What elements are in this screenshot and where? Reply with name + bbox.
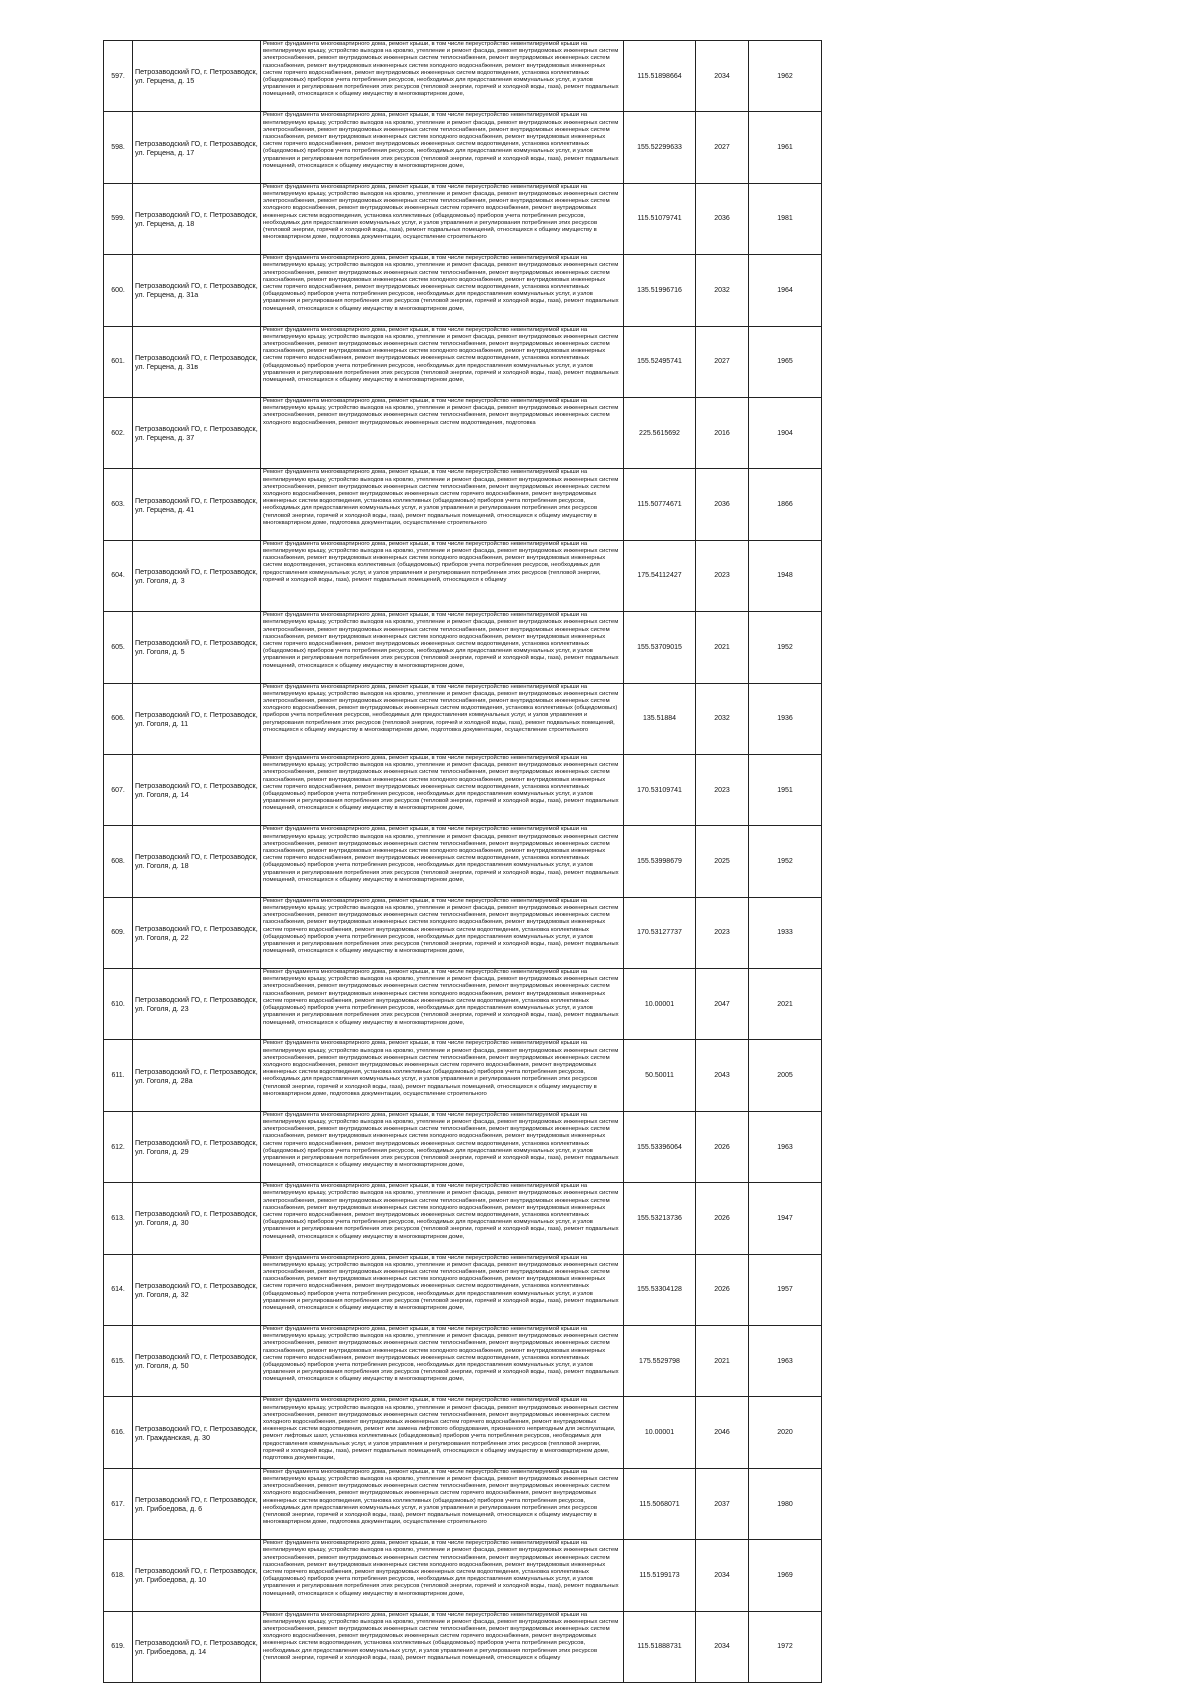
row-cost: 115.50774671 [624,469,696,540]
row-number: 609. [104,897,133,968]
row-cost: 170.53109741 [624,754,696,825]
table-row [104,540,822,611]
row-built-year: 1965 [749,326,822,397]
row-number: 610. [104,969,133,1040]
row-number: 619. [104,1611,133,1682]
row-built-year: 1961 [749,112,822,183]
table-row [104,1326,822,1397]
row-works-cell [261,326,624,397]
table-row [104,1397,822,1468]
table-row [104,1468,822,1539]
row-built-year: 1980 [749,1468,822,1539]
row-planned-year: 2025 [696,826,749,897]
row-number: 617. [104,1468,133,1539]
row-number: 605. [104,612,133,683]
table-row [104,612,822,683]
row-built-year: 2005 [749,1040,822,1111]
row-number: 612. [104,1111,133,1182]
row-works-cell [261,1040,624,1111]
row-number: 599. [104,183,133,254]
row-planned-year: 2021 [696,1326,749,1397]
row-works: Ремонт фундамента многоквартирного дома, ремонт крыши, в том числе переустройство невентилируемой крыши на вентилируемую крышу, устройство выходов на кровлю, утепление и ремонт фасада, ремонт внутридомовых инженерных систем электроснабжения, ремонт внутридомовых инженерных систем теплоснабжения, ремонт внутридомовых инженерных систем холодного водоснабжения, ремонт внутридомовых инженерных систем горячего водоснабжения, ремонт внутридомовых инженерных систем водоотведения, установка коллективных (общедомовых) приборов учета потребления ресурсов, необходимых для предоставления коммунальных услуг, и узлов управления и регулирования потребления этих ресурсов (тепловой энергии, горячей и холодной воды, газа), ремонт подвальных помещений, относящихся к общему имуществу в многоквартирном доме, подготовка документации, осуществление строительного [263,1468,619,1526]
row-planned-year: 2047 [696,969,749,1040]
row-number: 600. [104,255,133,326]
row-works: Ремонт фундамента многоквартирного дома, ремонт крыши, в том числе переустройство невентилируемой крыши на вентилируемую крышу, устройство выходов на кровлю, утепление и ремонт фасада, ремонт внутридомовых инженерных систем электроснабжения, ремонт внутридомовых инженерных систем теплоснабжения, ремонт внутридомовых инженерных систем газоснабжения, ремонт внутридомовых инженерных систем холодного водоснабжения, ремонт внутридомовых инженерных систем горячего водоснабжения, ремонт внутридомовых инженерных систем водоотведения, установка коллективных (общедомовых) приборов учета потребления ресурсов, необходимых для предоставления коммунальных услуг, и узлов управления и регулирования потребления этих ресурсов (тепловой энергии, горячей и холодной воды, газа), ремонт подвальных помещений, относящихся к общему имуществу в многоквартирном доме, [263,754,619,812]
row-built-year: 1936 [749,683,822,754]
row-address: Петрозаводский ГО, г. Петрозаводск, ул. Герцена, д. 18 [133,183,261,254]
table-row [104,183,822,254]
row-works-cell [261,540,624,611]
row-cost: 155.52299633 [624,112,696,183]
row-works: Ремонт фундамента многоквартирного дома, ремонт крыши, в том числе переустройство невентилируемой крыши на вентилируемую крышу, устройство выходов на кровлю, утепление и ремонт фасада, ремонт внутридомовых инженерных систем электроснабжения, ремонт внутридомовых инженерных систем теплоснабжения, ремонт внутридомовых инженерных систем газоснабжения, ремонт внутридомовых инженерных систем холодного водоснабжения, ремонт внутридомовых инженерных систем горячего водоснабжения, ремонт внутридомовых инженерных систем водоотведения, установка коллективных (общедомовых) приборов учета потребления ресурсов, необходимых для предоставления коммунальных услуг, и узлов управления и регулирования потребления этих ресурсов (тепловой энергии, горячей и холодной воды, газа), ремонт подвальных помещений, относящихся к общему имуществу в многоквартирном доме, [263,1183,619,1240]
row-works-cell [261,1611,624,1682]
row-cost: 135.51996716 [624,255,696,326]
row-cost: 115.51079741 [624,183,696,254]
row-number: 598. [104,112,133,183]
row-works: Ремонт фундамента многоквартирного дома, ремонт крыши, в том числе переустройство невентилируемой крыши на вентилируемую крышу, устройство выходов на кровлю, утепление и ремонт фасада, ремонт внутридомовых инженерных систем электроснабжения, ремонт внутридомовых инженерных систем теплоснабжения, ремонт внутридомовых инженерных систем холодного водоснабжения, ремонт внутридомовых инженерных систем горячего водоснабжения, ремонт внутридомовых инженерных систем водоотведения, установка коллективных (общедомовых) приборов учета потребления ресурсов, необходимых для предоставления коммунальных услуг, и узлов управления и регулирования потребления этих ресурсов (тепловой энергии, горячей и холодной воды, газа), ремонт подвальных помещений, относящихся к общему имуществу в многоквартирном доме, подготовка документации, осуществление строительного [263,469,619,526]
row-works-cell [261,255,624,326]
table-row [104,1611,822,1682]
table-body [104,41,822,1683]
row-address: Петрозаводский ГО, г. Петрозаводск, ул. Грибоедова, д. 14 [133,1611,261,1682]
row-address: Петрозаводский ГО, г. Петрозаводск, ул. Гоголя, д. 11 [133,683,261,754]
row-works-cell [261,612,624,683]
table-row [104,1111,822,1182]
row-cost: 10.00001 [624,969,696,1040]
row-works-cell [261,683,624,754]
row-cost: 115.51888731 [624,1611,696,1682]
row-planned-year: 2037 [696,1468,749,1539]
row-planned-year: 2032 [696,683,749,754]
row-built-year: 1948 [749,540,822,611]
row-address: Петрозаводский ГО, г. Петрозаводск, ул. Гоголя, д. 32 [133,1254,261,1325]
row-built-year: 2020 [749,1397,822,1468]
row-cost: 155.53396064 [624,1111,696,1182]
row-planned-year: 2021 [696,612,749,683]
row-works-cell [261,112,624,183]
table-row [104,1254,822,1325]
row-planned-year: 2034 [696,41,749,112]
row-works-cell [261,969,624,1040]
row-planned-year: 2046 [696,1397,749,1468]
row-planned-year: 2034 [696,1611,749,1682]
row-works-cell [261,1183,624,1254]
row-number: 611. [104,1040,133,1111]
row-works-cell [261,1397,624,1468]
row-built-year: 1952 [749,826,822,897]
table-row [104,469,822,540]
row-cost: 155.53709015 [624,612,696,683]
row-built-year: 1964 [749,255,822,326]
row-works-cell [261,1254,624,1325]
row-cost: 50.50011 [624,1040,696,1111]
row-works-cell [261,1111,624,1182]
row-built-year: 1952 [749,612,822,683]
row-built-year: 1951 [749,754,822,825]
row-cost: 155.53213736 [624,1183,696,1254]
row-works-cell [261,1326,624,1397]
row-number: 603. [104,469,133,540]
row-address: Петрозаводский ГО, г. Петрозаводск, ул. Герцена, д. 41 [133,469,261,540]
row-cost: 155.52495741 [624,326,696,397]
row-address: Петрозаводский ГО, г. Петрозаводск, ул. Грибоедова, д. 6 [133,1468,261,1539]
row-planned-year: 2027 [696,112,749,183]
row-planned-year: 2016 [696,397,749,468]
row-number: 614. [104,1254,133,1325]
table-row [104,754,822,825]
row-cost: 155.53304128 [624,1254,696,1325]
row-number: 608. [104,826,133,897]
row-works-cell [261,1468,624,1539]
row-planned-year: 2036 [696,183,749,254]
row-address: Петрозаводский ГО, г. Петрозаводск, ул. Гоголя, д. 29 [133,1111,261,1182]
row-built-year: 1969 [749,1540,822,1611]
row-works: Ремонт фундамента многоквартирного дома, ремонт крыши, в том числе переустройство невентилируемой крыши на вентилируемую крышу, устройство выходов на кровлю, утепление и ремонт фасада, ремонт внутридомовых инженерных систем электроснабжения, ремонт внутридомовых инженерных систем теплоснабжения, ремонт внутридомовых инженерных систем газоснабжения, ремонт внутридомовых инженерных систем холодного водоснабжения, ремонт внутридомовых инженерных систем горячего водоснабжения, ремонт внутридомовых инженерных систем водоотведения, установка коллективных (общедомовых) приборов учета потребления ресурсов, необходимых для предоставления коммунальных услуг, и узлов управления и регулирования потребления этих ресурсов (тепловой энергии, горячей и холодной воды, газа), ремонт подвальных помещений, относящихся к общему имуществу в многоквартирном доме, [263,969,619,1026]
row-works: Ремонт фундамента многоквартирного дома, ремонт крыши, в том числе переустройство невентилируемой крыши на вентилируемую крышу, устройство выходов на кровлю, утепление и ремонт фасада, ремонт внутридомовых инженерных систем электроснабжения, ремонт внутридомовых инженерных систем теплоснабжения, ремонт внутридомовых инженерных систем газоснабжения, ремонт внутридомовых инженерных систем холодного водоснабжения, ремонт внутридомовых инженерных систем горячего водоснабжения, ремонт внутридомовых инженерных систем водоотведения, установка коллективных (общедомовых) приборов учета потребления ресурсов, необходимых для предоставления коммунальных услуг, и узлов управления и регулирования потребления этих ресурсов (тепловой энергии, горячей и холодной воды, газа), ремонт подвальных помещений, относящихся к общему имуществу в многоквартирном доме, [263,112,619,169]
row-cost: 170.53127737 [624,897,696,968]
row-planned-year: 2043 [696,1040,749,1111]
row-works-cell [261,826,624,897]
table-row [104,1040,822,1111]
row-planned-year: 2036 [696,469,749,540]
row-works: Ремонт фундамента многоквартирного дома, ремонт крыши, в том числе переустройство невентилируемой крыши на вентилируемую крышу, устройство выходов на кровлю, утепление и ремонт фасада, ремонт внутридомовых инженерных систем электроснабжения, ремонт внутридомовых инженерных систем теплоснабжения, ремонт внутридомовых инженерных систем газоснабжения, ремонт внутридомовых инженерных систем холодного водоснабжения, ремонт внутридомовых инженерных систем горячего водоснабжения, ремонт внутридомовых инженерных систем водоотведения, установка коллективных (общедомовых) приборов учета потребления ресурсов, необходимых для предоставления коммунальных услуг, и узлов управления и регулирования потребления этих ресурсов (тепловой энергии, горячей и холодной воды, газа), ремонт подвальных помещений, относящихся к общему имуществу в многоквартирном доме, [263,1254,619,1312]
row-built-year: 1963 [749,1111,822,1182]
row-cost: 115.5068071 [624,1468,696,1539]
row-number: 604. [104,540,133,611]
row-built-year: 1963 [749,1326,822,1397]
row-works-cell [261,183,624,254]
row-address: Петрозаводский ГО, г. Петрозаводск, ул. Герцена, д. 17 [133,112,261,183]
row-works: Ремонт фундамента многоквартирного дома, ремонт крыши, в том числе переустройство невентилируемой крыши на вентилируемую крышу, устройство выходов на кровлю, утепление и ремонт фасада, ремонт внутридомовых инженерных систем электроснабжения, ремонт внутридомовых инженерных систем теплоснабжения, ремонт внутридомовых инженерных систем холодного водоснабжения, ремонт внутридомовых инженерных систем водоотведения, подготовка [263,397,619,426]
row-planned-year: 2026 [696,1183,749,1254]
row-works: Ремонт фундамента многоквартирного дома, ремонт крыши, в том числе переустройство невентилируемой крыши на вентилируемую крышу, устройство выходов на кровлю, утепление и ремонт фасада, ремонт внутридомовых инженерных систем электроснабжения, ремонт внутридомовых инженерных систем теплоснабжения, ремонт внутридомовых инженерных систем газоснабжения, ремонт внутридомовых инженерных систем холодного водоснабжения, ремонт внутридомовых инженерных систем горячего водоснабжения, ремонт внутридомовых инженерных систем водоотведения, установка коллективных (общедомовых) приборов учета потребления ресурсов, необходимых для предоставления коммунальных услуг, и узлов управления и регулирования потребления этих ресурсов (тепловой энергии, горячей и холодной воды, газа), ремонт подвальных помещений, относящихся к общему имуществу в многоквартирном доме, [263,612,619,669]
row-built-year: 1904 [749,397,822,468]
row-address: Петрозаводский ГО, г. Петрозаводск, ул. Гоголя, д. 30 [133,1183,261,1254]
row-works-cell [261,397,624,468]
row-works: Ремонт фундамента многоквартирного дома, ремонт крыши, в том числе переустройство невентилируемой крыши на вентилируемую крышу, устройство выходов на кровлю, утепление и ремонт фасада, ремонт внутридомовых инженерных систем электроснабжения, ремонт внутридомовых инженерных систем теплоснабжения, ремонт внутридомовых инженерных систем газоснабжения, ремонт внутридомовых инженерных систем холодного водоснабжения, ремонт внутридомовых инженерных систем горячего водоснабжения, ремонт внутридомовых инженерных систем водоотведения, установка коллективных (общедомовых) приборов учета потребления ресурсов, необходимых для предоставления коммунальных услуг, и узлов управления и регулирования потребления этих ресурсов (тепловой энергии, горячей и холодной воды, газа), ремонт подвальных помещений, относящихся к общему имуществу в многоквартирном доме, [263,897,619,955]
row-number: 615. [104,1326,133,1397]
row-number: 607. [104,754,133,825]
row-works-cell [261,469,624,540]
row-built-year: 1866 [749,469,822,540]
row-works: Ремонт фундамента многоквартирного дома, ремонт крыши, в том числе переустройство невентилируемой крыши на вентилируемую крышу, устройство выходов на кровлю, утепление и ремонт фасада, ремонт внутридомовых инженерных систем электроснабжения, ремонт внутридомовых инженерных систем теплоснабжения, ремонт внутридомовых инженерных систем холодного водоснабжения, ремонт внутридомовых инженерных систем горячего водоснабжения, ремонт внутридомовых инженерных систем водоотведения, установка коллективных (общедомовых) приборов учета потребления ресурсов, необходимых для предоставления коммунальных услуг, и узлов управления и регулирования потребления этих ресурсов (тепловой энергии, горячей и холодной воды, газа), ремонт подвальных помещений, относящихся к общему [263,1611,619,1661]
table-row [104,1540,822,1611]
row-built-year: 1981 [749,183,822,254]
row-works: Ремонт фундамента многоквартирного дома, ремонт крыши, в том числе переустройство невентилируемой крыши на вентилируемую крышу, устройство выходов на кровлю, утепление и ремонт фасада, ремонт внутридомовых инженерных систем газоснабжения, ремонт внутридомовых инженерных систем холодного водоснабжения, ремонт внутридомовых инженерных систем водоотведения, установка коллективных (общедомовых) приборов учета потребления ресурсов, необходимых для предоставления коммунальных услуг, и узлов управления и регулирования потребления этих ресурсов (тепловой энергии, горячей и холодной воды, газа), ремонт подвальных помещений, относящихся к общему [263,540,619,583]
row-number: 606. [104,683,133,754]
row-cost: 115.5199173 [624,1540,696,1611]
row-address: Петрозаводский ГО, г. Петрозаводск, ул. Герцена, д. 31а [133,255,261,326]
row-cost: 175.5529798 [624,1326,696,1397]
row-built-year: 1972 [749,1611,822,1682]
row-works: Ремонт фундамента многоквартирного дома, ремонт крыши, в том числе переустройство невентилируемой крыши на вентилируемую крышу, устройство выходов на кровлю, утепление и ремонт фасада, ремонт внутридомовых инженерных систем электроснабжения, ремонт внутридомовых инженерных систем теплоснабжения, ремонт внутридомовых инженерных систем газоснабжения, ремонт внутридомовых инженерных систем холодного водоснабжения, ремонт внутридомовых инженерных систем горячего водоснабжения, ремонт внутридомовых инженерных систем водоотведения, установка коллективных (общедомовых) приборов учета потребления ресурсов, необходимых для предоставления коммунальных услуг, и узлов управления и регулирования потребления этих ресурсов (тепловой энергии, горячей и холодной воды, газа), ремонт подвальных помещений, относящихся к общему имуществу в многоквартирном доме, [263,255,619,312]
row-works-cell [261,754,624,825]
table-row [104,1183,822,1254]
row-number: 597. [104,41,133,112]
row-cost: 135.51884 [624,683,696,754]
row-cost: 175.54112427 [624,540,696,611]
row-number: 602. [104,397,133,468]
row-works: Ремонт фундамента многоквартирного дома, ремонт крыши, в том числе переустройство невентилируемой крыши на вентилируемую крышу, устройство выходов на кровлю, утепление и ремонт фасада, ремонт внутридомовых инженерных систем электроснабжения, ремонт внутридомовых инженерных систем теплоснабжения, ремонт внутридомовых инженерных систем газоснабжения, ремонт внутридомовых инженерных систем холодного водоснабжения, ремонт внутридомовых инженерных систем горячего водоснабжения, ремонт внутридомовых инженерных систем водоотведения, установка коллективных (общедомовых) приборов учета потребления ресурсов, необходимых для предоставления коммунальных услуг, и узлов управления и регулирования потребления этих ресурсов (тепловой энергии, горячей и холодной воды, газа), ремонт подвальных помещений, относящихся к общему имуществу в многоквартирном доме, [263,1326,619,1383]
row-planned-year: 2023 [696,897,749,968]
row-number: 601. [104,326,133,397]
row-planned-year: 2032 [696,255,749,326]
row-cost: 155.53998679 [624,826,696,897]
row-works: Ремонт фундамента многоквартирного дома, ремонт крыши, в том числе переустройство невентилируемой крыши на вентилируемую крышу, устройство выходов на кровлю, утепление и ремонт фасада, ремонт внутридомовых инженерных систем электроснабжения, ремонт внутридомовых инженерных систем теплоснабжения, ремонт внутридомовых инженерных систем газоснабжения, ремонт внутридомовых инженерных систем холодного водоснабжения, ремонт внутридомовых инженерных систем горячего водоснабжения, ремонт внутридомовых инженерных систем водоотведения, установка коллективных (общедомовых) приборов учета потребления ресурсов, необходимых для предоставления коммунальных услуг, и узлов управления и регулирования потребления этих ресурсов (тепловой энергии, горячей и холодной воды, газа), ремонт подвальных помещений, относящихся к общему имуществу в многоквартирном доме, [263,1111,619,1169]
row-cost: 225.5615692 [624,397,696,468]
row-planned-year: 2026 [696,1254,749,1325]
row-built-year: 1933 [749,897,822,968]
row-works: Ремонт фундамента многоквартирного дома, ремонт крыши, в том числе переустройство невентилируемой крыши на вентилируемую крышу, устройство выходов на кровлю, утепление и ремонт фасада, ремонт внутридомовых инженерных систем электроснабжения, ремонт внутридомовых инженерных систем теплоснабжения, ремонт внутридомовых инженерных систем холодного водоснабжения, ремонт внутридомовых инженерных систем горячего водоснабжения, ремонт внутридомовых инженерных систем водоотведения, установка коллективных (общедомовых) приборов учета потребления ресурсов, необходимых для предоставления коммунальных услуг, и узлов управления и регулирования потребления этих ресурсов (тепловой энергии, горячей и холодной воды, газа), ремонт подвальных помещений, относящихся к общему имуществу в многоквартирном доме, подготовка документации, осуществление строительного [263,183,619,241]
row-planned-year: 2023 [696,540,749,611]
row-built-year: 1957 [749,1254,822,1325]
row-cost: 115.51898664 [624,41,696,112]
row-address: Петрозаводский ГО, г. Петрозаводск, ул. Герцена, д. 15 [133,41,261,112]
row-address: Петрозаводский ГО, г. Петрозаводск, ул. Гоголя, д. 5 [133,612,261,683]
row-address: Петрозаводский ГО, г. Петрозаводск, ул. Гоголя, д. 28а [133,1040,261,1111]
row-planned-year: 2034 [696,1540,749,1611]
row-address: Петрозаводский ГО, г. Петрозаводск, ул. Герцена, д. 37 [133,397,261,468]
row-address: Петрозаводский ГО, г. Петрозаводск, ул. Гоголя, д. 22 [133,897,261,968]
row-planned-year: 2026 [696,1111,749,1182]
row-address: Петрозаводский ГО, г. Петрозаводск, ул. Грибоедова, д. 10 [133,1540,261,1611]
row-address: Петрозаводский ГО, г. Петрозаводск, ул. Герцена, д. 31в [133,326,261,397]
row-works: Ремонт фундамента многоквартирного дома, ремонт крыши, в том числе переустройство невентилируемой крыши на вентилируемую крышу, устройство выходов на кровлю, утепление и ремонт фасада, ремонт внутридомовых инженерных систем электроснабжения, ремонт внутридомовых инженерных систем теплоснабжения, ремонт внутридомовых инженерных систем газоснабжения, ремонт внутридомовых инженерных систем холодного водоснабжения, ремонт внутридомовых инженерных систем горячего водоснабжения, ремонт внутридомовых инженерных систем водоотведения, установка коллективных (общедомовых) приборов учета потребления ресурсов, необходимых для предоставления коммунальных услуг, и узлов управления и регулирования потребления этих ресурсов (тепловой энергии, горячей и холодной воды, газа), ремонт подвальных помещений, относящихся к общему имуществу в многоквартирном доме, [263,41,619,98]
row-built-year: 1962 [749,41,822,112]
table-row [104,397,822,468]
row-works: Ремонт фундамента многоквартирного дома, ремонт крыши, в том числе переустройство невентилируемой крыши на вентилируемую крышу, устройство выходов на кровлю, утепление и ремонт фасада, ремонт внутридомовых инженерных систем электроснабжения, ремонт внутридомовых инженерных систем теплоснабжения, ремонт внутридомовых инженерных систем холодного водоснабжения, ремонт внутридомовых инженерных систем горячего водоснабжения, ремонт внутридомовых инженерных систем водоотведения, установка коллективных (общедомовых) приборов учета потребления ресурсов, необходимых для предоставления коммунальных услуг, и узлов управления и регулирования потребления этих ресурсов (тепловой энергии, горячей и холодной воды, газа), ремонт подвальных помещений, относящихся к общему имуществу в многоквартирном доме, подготовка документации, осуществление строительного [263,1040,619,1097]
row-number: 613. [104,1183,133,1254]
row-works: Ремонт фундамента многоквартирного дома, ремонт крыши, в том числе переустройство невентилируемой крыши на вентилируемую крышу, устройство выходов на кровлю, утепление и ремонт фасада, ремонт внутридомовых инженерных систем электроснабжения, ремонт внутридомовых инженерных систем теплоснабжения, ремонт внутридомовых инженерных систем газоснабжения, ремонт внутридомовых инженерных систем холодного водоснабжения, ремонт внутридомовых инженерных систем горячего водоснабжения, ремонт внутридомовых инженерных систем водоотведения, установка коллективных (общедомовых) приборов учета потребления ресурсов, необходимых для предоставления коммунальных услуг, и узлов управления и регулирования потребления этих ресурсов (тепловой энергии, горячей и холодной воды, газа), ремонт подвальных помещений, относящихся к общему имуществу в многоквартирном доме, [263,826,619,883]
row-cost: 10.00001 [624,1397,696,1468]
row-address: Петрозаводский ГО, г. Петрозаводск, ул. Гоголя, д. 18 [133,826,261,897]
table-row [104,826,822,897]
table-row [104,112,822,183]
row-works: Ремонт фундамента многоквартирного дома, ремонт крыши, в том числе переустройство невентилируемой крыши на вентилируемую крышу, устройство выходов на кровлю, утепление и ремонт фасада, ремонт внутридомовых инженерных систем электроснабжения, ремонт внутридомовых инженерных систем теплоснабжения, ремонт внутридомовых инженерных систем холодного водоснабжения, ремонт внутридомовых инженерных систем водоотведения, установка коллективных (общедомовых) приборов учета потребления ресурсов, необходимых для предоставления коммунальных услуг, и узлов управления и регулирования потребления этих ресурсов (тепловой энергии, горячей и холодной воды, газа), ремонт подвальных помещений, относящихся к общему имуществу в многоквартирном доме, подготовка документации, осуществление строительного [263,683,619,733]
row-planned-year: 2027 [696,326,749,397]
row-address: Петрозаводский ГО, г. Петрозаводск, ул. Гоголя, д. 3 [133,540,261,611]
row-number: 616. [104,1397,133,1468]
row-address: Петрозаводский ГО, г. Петрозаводск, ул. Гоголя, д. 50 [133,1326,261,1397]
table-row [104,897,822,968]
row-works: Ремонт фундамента многоквартирного дома, ремонт крыши, в том числе переустройство невентилируемой крыши на вентилируемую крышу, устройство выходов на кровлю, утепление и ремонт фасада, ремонт внутридомовых инженерных систем электроснабжения, ремонт внутридомовых инженерных систем теплоснабжения, ремонт внутридомовых инженерных систем газоснабжения, ремонт внутридомовых инженерных систем холодного водоснабжения, ремонт внутридомовых инженерных систем горячего водоснабжения, ремонт внутридомовых инженерных систем водоотведения, установка коллективных (общедомовых) приборов учета потребления ресурсов, необходимых для предоставления коммунальных услуг, и узлов управления и регулирования потребления этих ресурсов (тепловой энергии, горячей и холодной воды, газа), ремонт подвальных помещений, относящихся к общему имуществу в многоквартирном доме, [263,326,619,383]
row-number: 618. [104,1540,133,1611]
row-works: Ремонт фундамента многоквартирного дома, ремонт крыши, в том числе переустройство невентилируемой крыши на вентилируемую крышу, устройство выходов на кровлю, утепление и ремонт фасада, ремонт внутридомовых инженерных систем электроснабжения, ремонт внутридомовых инженерных систем теплоснабжения, ремонт внутридомовых инженерных систем газоснабжения, ремонт внутридомовых инженерных систем холодного водоснабжения, ремонт внутридомовых инженерных систем горячего водоснабжения, ремонт внутридомовых инженерных систем водоотведения, установка коллективных (общедомовых) приборов учета потребления ресурсов, необходимых для предоставления коммунальных услуг, и узлов управления и регулирования потребления этих ресурсов (тепловой энергии, горячей и холодной воды, газа), ремонт подвальных помещений, относящихся к общему имуществу в многоквартирном доме, [263,1540,619,1597]
row-built-year: 1947 [749,1183,822,1254]
row-address: Петрозаводский ГО, г. Петрозаводск, ул. Гражданская, д. 30 [133,1397,261,1468]
row-works-cell [261,897,624,968]
table-row [104,326,822,397]
row-built-year: 2021 [749,969,822,1040]
row-address: Петрозаводский ГО, г. Петрозаводск, ул. Гоголя, д. 14 [133,754,261,825]
row-planned-year: 2023 [696,754,749,825]
table-row [104,41,822,112]
table-row [104,683,822,754]
table-row [104,969,822,1040]
row-address: Петрозаводский ГО, г. Петрозаводск, ул. Гоголя, д. 23 [133,969,261,1040]
row-works-cell [261,41,624,112]
row-works: Ремонт фундамента многоквартирного дома, ремонт крыши, в том числе переустройство невентилируемой крыши на вентилируемую крышу, устройство выходов на кровлю, утепление и ремонт фасада, ремонт внутридомовых инженерных систем электроснабжения, ремонт внутридомовых инженерных систем теплоснабжения, ремонт внутридомовых инженерных систем холодного водоснабжения, ремонт внутридомовых инженерных систем горячего водоснабжения, ремонт внутридомовых инженерных систем водоотведения, ремонт или замена лифтового оборудования, признанного непригодным для эксплуатации, ремонт лифтовых шахт, установка коллективных (общедомовых) приборов учета потребления ресурсов, необходимых для предоставления коммунальных услуг, и узлов управления и регулирования потребления этих ресурсов (тепловой энергии, горячей и холодной воды, газа), ремонт подвальных помещений, относящихся к общему имуществу в многоквартирном доме, подготовка документации, [263,1397,619,1462]
capital-repair-table [103,40,822,1683]
table-row [104,255,822,326]
row-works-cell [261,1540,624,1611]
